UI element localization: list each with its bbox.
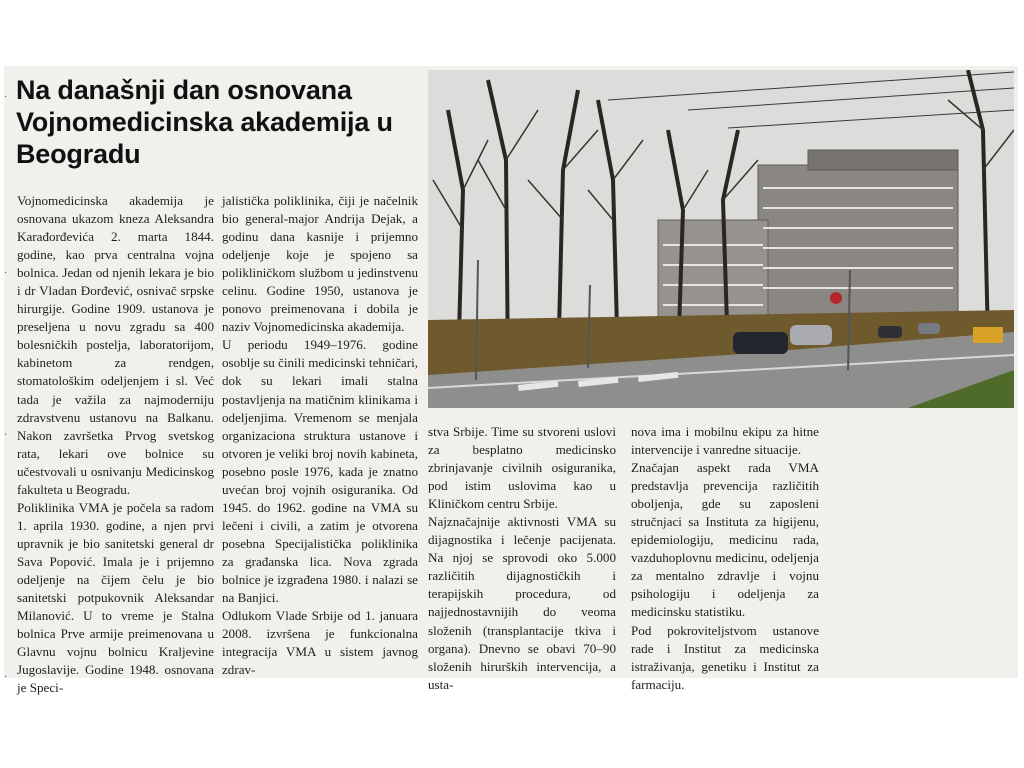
- paragraph: Najznačajnije aktivnosti VMA su dijagnostika i lečenje pacijenata. Na njoj se sprovodi oko 5.000 različitih dijagnostičkih i terapijskih procedura, od najjednostavnijih do veoma složenih (transplantacije tkiva i organa). Dnevno se obavi 70–90 složenih hirurških intervencija, a usta-: [428, 514, 616, 692]
- article-column-2: [222, 192, 418, 679]
- margin-mark: ·: [4, 268, 8, 279]
- paragraph: Poliklinika VMA je počela sa radom 1. aprila 1930. godine, a njen prvi upravnik je bio sanitetski general dr Sava Popović. Imala je i prijemno odeljenje na čijem čelu je bio sanitetski potpukovnik Aleksandar Milanović. U to vreme je Stalna bolnica Prve armije preimenovana u Glavnu vojnu bolnicu Kraljevine Jugoslavije. Godine 1948. osnovana je Speci-: [17, 499, 214, 696]
- hospital-photo: [428, 70, 1014, 408]
- article-headline: Na današnji dan osnovana Vojnomedicinska akademija u Beogradu: [16, 75, 393, 169]
- paragraph: jalistička poliklinika, čiji je načelnik bio general-major Andrija Dejak, a godinu dana kasnije i prijemno odeljenje koje je spojeno sa polikliničkom službom u jedinstvenu celinu. Godine 1950, ustanova je ponovo preimenovana i dobila je naziv Vojnomedicinska akademija.: [222, 193, 418, 335]
- paragraph: Značajan aspekt rada VMA predstavlja prevencija različitih oboljenja, gde su zaposleni stručnjaci sa Instituta za higijenu, epidemiologiju, medicinu rada, vazduhoplovnu medicinu, odeljenja za mentalno zdravlje i vojnu psihologiju i odeljenja za medicinsku statistiku.: [631, 460, 819, 620]
- margin-mark: ·: [4, 672, 8, 683]
- paragraph: stva Srbije. Time su stvoreni uslovi za besplatno medicinsko zbrinjavanje civilnih osiguranika, pod istim uslovima kao u Kliničkom centru Srbije.: [428, 424, 616, 512]
- article-column-4: [631, 423, 819, 694]
- paragraph: U periodu 1949–1976. godine osoblje su činili medicinski tehničari, dok su lekari imali stalna postavljenja na matičnim klinikama i odeljenjima. Vremenom se menjala organizaciona struktura ustanove i otvoren je veliki broj novih kabineta, posebno posle 1976, kada je znatno uvećan broj vojnih osiguranika. Od 1945. do 1962. godine na VMA su lečeni i civili, a zatim je otvorena posebna Specijalistička poliklinika za građanska lica. Nova zgrada bolnice je izgrađena 1980. i nalazi se na Banjici.: [222, 337, 419, 606]
- margin-mark: ·: [4, 430, 8, 441]
- paragraph: Pod pokroviteljstvom ustanove rade i Institut za medicinska istraživanja, genetiku i Institut za farmaciju.: [631, 622, 819, 692]
- hospital-photo-illustration: [428, 70, 1014, 408]
- paragraph: Vojnomedicinska akademija je osnovana ukazom kneza Aleksandra Karađorđevića 2. marta 1844. godine, kao prva centralna vojna bolnica. Jedan od njenih lekara je bio i dr Vladan Đorđević, osnivač srpske hirurgije. Godine 1909. ustanova je preseljena u novu zgradu sa 400 bolesničkih postelja, laboratorijom, kabinetom za rendgen, stomatološkim odeljenjem i sl. Već tada je važila za najmoderniju zdravstvenu ustanovu na Balkanu. Nakon završetka Prvog svetskog rata, lekari ove bolnice su učestvovali u osnivanju Medicinskog fakulteta u Beogradu.: [17, 193, 214, 497]
- paragraph: Odlukom Vlade Srbije od 1. januara 2008. izvršena je funkcionalna integracija VMA u sistem javnog zdrav-: [222, 608, 418, 678]
- article-column-3: [428, 423, 616, 694]
- article-column-1: [17, 192, 214, 697]
- paragraph: nova ima i mobilnu ekipu za hitne intervencije i vanredne situacije.: [631, 424, 819, 458]
- margin-mark: ·: [4, 92, 8, 103]
